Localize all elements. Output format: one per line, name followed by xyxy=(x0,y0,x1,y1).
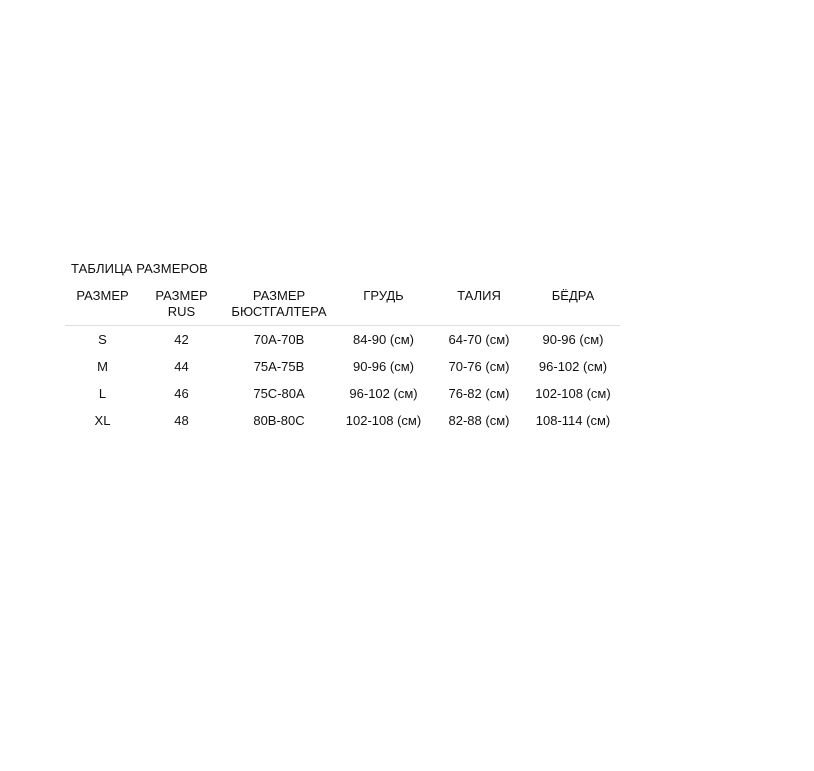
header-size xyxy=(65,288,140,326)
cell-bra-size: 75C-80A xyxy=(253,386,305,401)
cell-bra-size: 75A-75B xyxy=(253,359,305,374)
header-waist-line1: ТАЛИЯ xyxy=(457,288,501,303)
cell-size: XL xyxy=(94,413,111,428)
table-row xyxy=(65,407,620,434)
header-hips-line1: БЁДРА xyxy=(551,288,595,303)
header-hips xyxy=(526,288,620,326)
cell-hips: 108-114 (см) xyxy=(535,413,611,428)
cell-hips: 90-96 (см) xyxy=(542,332,604,347)
cell-waist: 64-70 (см) xyxy=(448,332,510,347)
cell-waist: 76-82 (см) xyxy=(448,386,510,401)
cell-size: S xyxy=(98,332,107,347)
cell-size-rus: 48 xyxy=(174,413,189,428)
size-table xyxy=(65,288,620,434)
header-waist xyxy=(432,288,526,326)
cell-chest: 96-102 (см) xyxy=(349,386,418,401)
header-size-rus-line2: RUS xyxy=(167,304,196,319)
size-chart xyxy=(65,261,620,434)
size-chart-title: ТАБЛИЦА РАЗМЕРОВ xyxy=(71,261,208,276)
header-chest xyxy=(335,288,432,326)
header-chest-line1: ГРУДЬ xyxy=(363,288,404,303)
cell-waist: 70-76 (см) xyxy=(448,359,510,374)
size-table-header xyxy=(65,288,620,326)
cell-waist: 82-88 (см) xyxy=(448,413,510,428)
cell-size: L xyxy=(98,386,107,401)
cell-size-rus: 44 xyxy=(174,359,189,374)
header-size-line1: РАЗМЕР xyxy=(76,288,129,303)
cell-bra-size: 70A-70B xyxy=(253,332,305,347)
header-row xyxy=(65,288,620,326)
cell-chest: 84-90 (см) xyxy=(353,332,414,347)
table-row xyxy=(65,353,620,380)
header-size-rus xyxy=(140,288,223,326)
cell-hips: 96-102 (см) xyxy=(538,359,608,374)
header-bra-size-line2: БЮСТГАЛТЕРА xyxy=(231,304,327,319)
size-table-body xyxy=(65,326,620,435)
cell-chest: 90-96 (см) xyxy=(353,359,414,374)
header-bra-size-line1: РАЗМЕР xyxy=(252,288,306,303)
table-row xyxy=(65,326,620,354)
table-row xyxy=(65,380,620,407)
cell-size: M xyxy=(97,359,108,374)
cell-size-rus: 42 xyxy=(174,332,189,347)
cell-chest: 102-108 (см) xyxy=(345,413,422,428)
cell-bra-size: 80B-80C xyxy=(253,413,305,428)
header-bra-size xyxy=(223,288,335,326)
cell-size-rus: 46 xyxy=(174,386,189,401)
cell-hips: 102-108 (см) xyxy=(535,386,611,401)
header-size-rus-line1: РАЗМЕР xyxy=(155,288,208,303)
